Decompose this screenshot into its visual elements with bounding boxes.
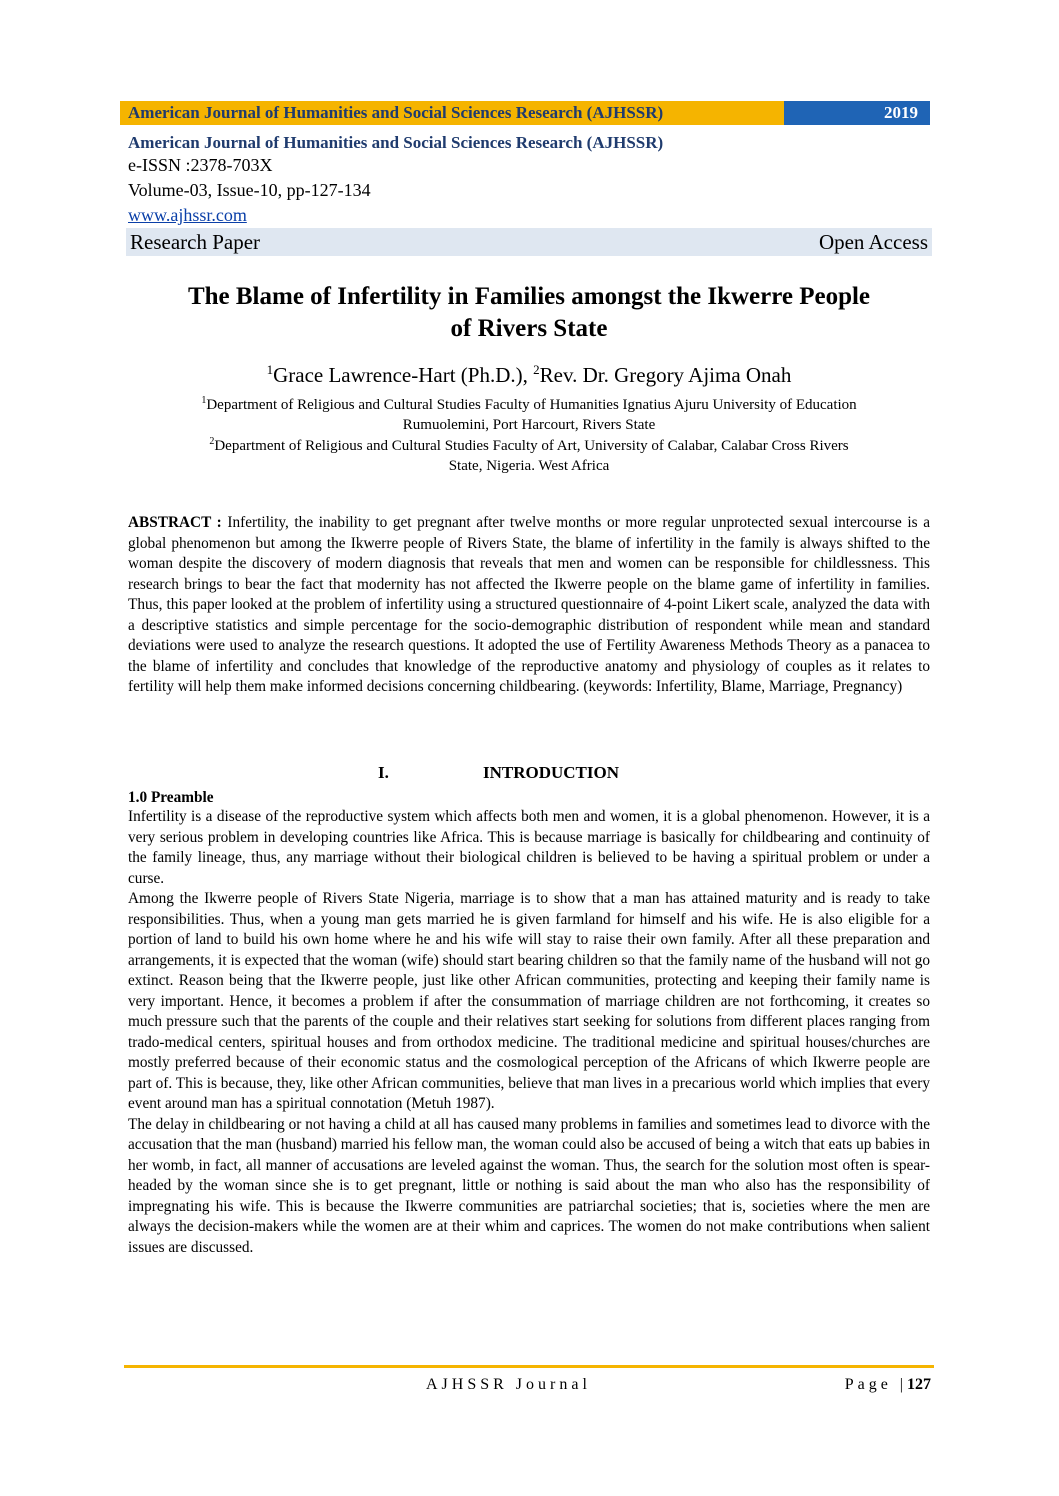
section-heading <box>128 763 930 785</box>
journal-bar-title: American Journal of Humanities and Social Sciences Research (AJHSSR) <box>120 101 784 125</box>
open-access-label: Open Access <box>818 229 928 254</box>
journal-title: American Journal of Humanities and Social Sciences Research (AJHSSR) <box>128 133 664 152</box>
section-number: I. <box>378 763 389 782</box>
journal-header-bar <box>120 101 930 125</box>
section-title: INTRODUCTION <box>483 763 620 782</box>
affiliation-line: Rumuolemini, Port Harcourt, Rivers State <box>402 417 656 433</box>
footer-page-number: 127 <box>907 1376 931 1393</box>
affiliation-1 <box>126 391 932 435</box>
affiliation-superscript: 2 <box>209 436 215 447</box>
paper-title <box>126 281 932 345</box>
paper-title-line: of Rivers State <box>450 315 608 342</box>
author-superscript: 2 <box>533 362 540 377</box>
introduction-body <box>128 807 930 1258</box>
subsection-heading: 1.0 Preamble <box>128 789 214 806</box>
journal-url-link[interactable]: www.ajhssr.com <box>128 205 247 225</box>
affiliation-line: Department of Religious and Cultural Studies Faculty of Art, University of Calabar, Calabar Cross Rivers <box>214 438 849 454</box>
affiliation-line: State, Nigeria. West Africa <box>448 458 610 474</box>
paragraph: Infertility is a disease of the reproductive system which affects both men and women, it is a global phenomenon. However, it is a very serious problem in developing countries like Africa. This is because marriage is basically for childbearing and continuity of the family lineage, thus, any marriage without their biological children is believed to be having a spiritual problem or under a curse. <box>128 808 930 887</box>
footer-page-label: Page | <box>844 1376 907 1393</box>
footer-divider <box>124 1365 934 1368</box>
affiliation-line: Department of Religious and Cultural Studies Faculty of Humanities Ignatius Ajuru University of Education <box>206 397 857 413</box>
abstract-text: Infertility, the inability to get pregnant after twelve months or more regular unprotected sexual intercourse is a global phenomenon but among the Ikwerre people of Rivers State, the blame of infertility in the family is always shifted to the woman despite the discovery of modern diagnosis that reveals that men and women can be responsible for childlessness. This research brings to bear the fact that modernity has not affected the Ikwerre people on the blame game of infertility in families. Thus, this paper looked at the problem of infertility using a structured questionnaire of 4-point Likert scale, analyzed the data with a descriptive statistics and simple percentage for the socio-demographic distribution of respondent while mean and standard deviations were used to analyze the research questions. It adopted the use of Fertility Awareness Methods Theory as a panacea to the blame of infertility and concludes that knowledge of the reproductive anatomy and physiology of couples as it relates to fertility will help them make informed decisions concerning childbearing. (keywords: Infertility, Blame, Marriage, Pregnancy) <box>128 514 930 695</box>
journal-bar-year: 2019 <box>784 101 930 125</box>
paragraph: Among the Ikwerre people of Rivers State Nigeria, marriage is to show that a man has attained maturity and is ready to take responsibilities. Thus, when a young man gets married he is given farmland for himself and his wife. He is also eligible for a portion of land to build his own home where he and his wife will stay to raise their own family. After all these preparation and arrangements, it is expected that the woman (wife) should start bearing children so that the family name of the husband will not go extinct. Reason being that the Ikwerre people, just like other African communities, protecting and keeping their family name is very important. Hence, it becomes a problem if after the consummation of marriage children are not forthcoming, it creates so much pressure such that the parents of the couple and their relatives start seeking for solutions from different places ranging from trado-medical centers, spiritual houses and from orthodox medicine. The traditional medicine and spiritual houses/churches are mostly preferred because of their economic status and the cosmological perception of the Africans of which Ikwerre people are part of. This is because, they, like other African communities, believe that man lives in a precarious world which implies that every event around man has a spiritual connotation (Metuh 1987). <box>128 890 931 1112</box>
abstract-label: ABSTRACT : <box>128 514 228 531</box>
author-list <box>126 362 932 388</box>
affiliation-2 <box>126 432 932 476</box>
author-name: Rev. Dr. Gregory Ajima Onah <box>539 363 792 387</box>
footer-page <box>845 1376 931 1394</box>
author-name: Grace Lawrence-Hart (Ph.D.), <box>273 363 534 387</box>
journal-volume: Volume-03, Issue-10, pp-127-134 <box>128 180 371 200</box>
journal-issn: e-ISSN :2378-703X <box>128 155 273 175</box>
paper-title-line: The Blame of Infertility in Families amongst the Ikwerre People <box>187 283 871 310</box>
footer-journal-name: AJHSSR Journal <box>426 1376 591 1393</box>
paragraph: The delay in childbearing or not having a child at all has caused many problems in families and sometimes lead to divorce with the accusation that the man (husband) married his fellow man, the woman could also be accused of being a witch that eats up babies in her womb, in fact, all manner of accusations are leveled against the woman. Thus, the search for the solution most often is spear-headed by the woman since she is to get pregnant, little or nothing is said about the man who also has the responsibility of impregnating his wife. This is because the Ikwerre communities are patriarchal societies; that is, societies where the men are always the decision-makers while the women are at their whim and caprices. The women do not make contributions when salient issues are discussed. <box>128 1115 930 1256</box>
author-superscript: 1 <box>266 362 274 377</box>
affiliation-superscript: 1 <box>201 395 207 406</box>
paper-type-label: Research Paper <box>130 229 261 254</box>
abstract <box>128 513 930 698</box>
paper-type-bar <box>126 228 932 256</box>
